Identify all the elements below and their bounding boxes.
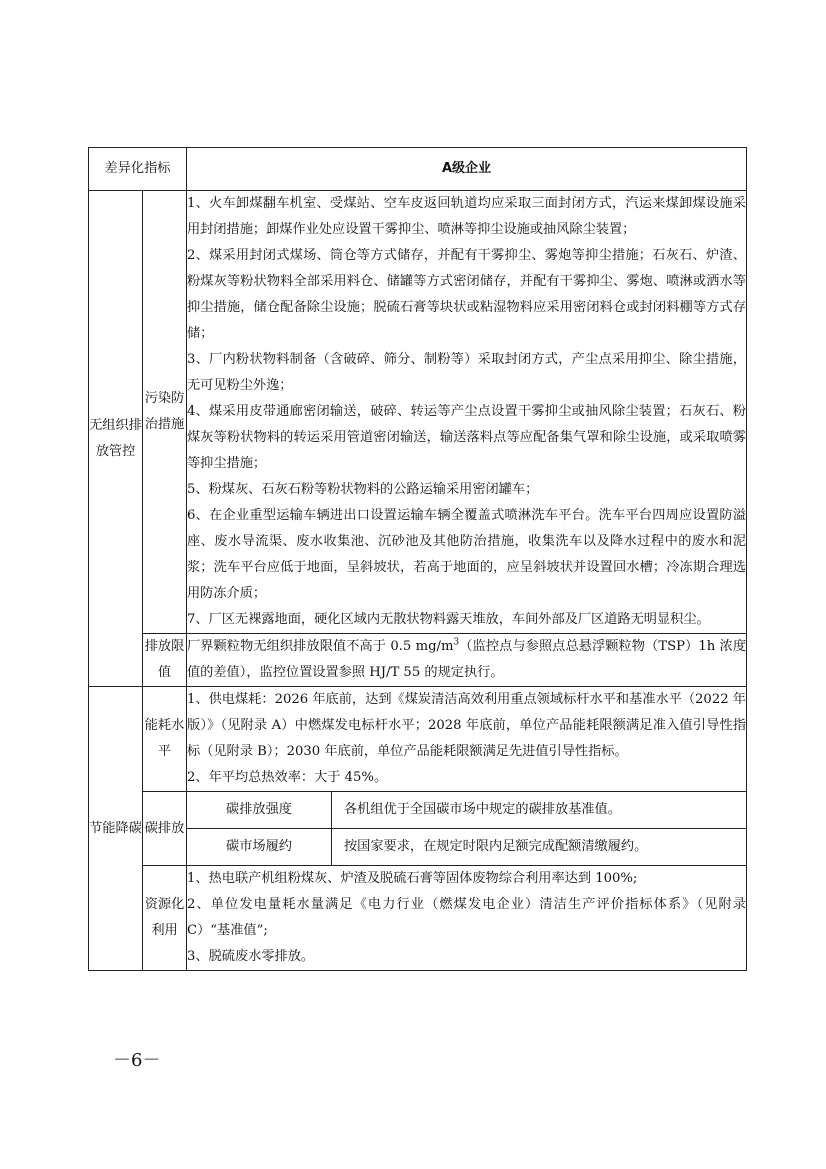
emission-limit-content [187, 634, 747, 687]
carbon-subtable [187, 792, 746, 865]
sub-carbon-emission: 碳排放 [143, 792, 187, 866]
list-item: 7、厂区无裸露地面，硬化区域内无散状物料露天堆放，车间外部及厂区道路无明显积尘。 [187, 612, 710, 627]
list-item: 6、在企业重型运输车辆进出口设置运输车辆全覆盖式喷淋洗车平台。洗车平台四周应设置防溢座、废水导流渠、废水收集池、沉砂池及其他防治措施，收集洗车以及降水过程中的废水和泥浆；洗车平台应低于地面，呈斜坡状，若高于地面的，应呈斜坡状并设置回水槽；冷冻期合理选用防冻介质； [187, 508, 746, 601]
limit-superscript: 3 [453, 637, 460, 648]
carbon-market-label: 碳市场履约 [187, 829, 332, 866]
carbon-market-value: 按国家要求，在规定时限内足额完成配额清缴履约。 [332, 829, 747, 866]
pollution-row [89, 191, 747, 634]
sub-pollution-measures: 污染防治措施 [143, 191, 187, 634]
table-header-row [89, 148, 747, 191]
list-item: 4、煤采用皮带通廊密闭输送，破碎、转运等产尘点设置干雾抑尘或抽风除尘装置；石灰石、粉煤灰等粉状物料的转运采用管道密闭输送，输送落料点等应配备集气罩和除尘设施，或采取喷雾等抑尘措施； [187, 404, 746, 471]
carbon-intensity-value: 各机组优于全国碳市场中规定的碳排放基准值。 [344, 802, 621, 817]
limit-text-b: （监控点与参照点总悬浮颗粒物（TSP）1h 浓度值的差值），监控位置设置参照 HJ/T 55 的规定执行。 [187, 639, 747, 680]
energy-consumption-content [187, 687, 747, 792]
header-indicator: 差异化指标 [89, 148, 187, 191]
list-item: 2、单位发电量耗水量满足《电力行业（燃煤发电企业）清洁生产评价指标体系》（见附录 C）“基准值”; [187, 897, 746, 938]
category-unorganized-emission: 无组织排放管控 [89, 191, 143, 687]
limit-text-a: 厂界颗粒物无组织排放限值不高于 0.5 mg/m [187, 639, 454, 654]
sub-emission-limit: 排放限值 [143, 634, 187, 687]
list-item: 5、粉煤灰、石灰石粉等粉状物料的公路运输采用密闭罐车； [187, 482, 539, 497]
emission-limit-text [187, 634, 746, 686]
list-item: 1、热电联产机组粉煤灰、炉渣及脱硫石膏等固体废物综合利用率达到 100%; [187, 871, 638, 886]
resource-utilization-content [187, 866, 747, 971]
sub-energy-consumption: 能耗水平 [143, 687, 187, 792]
page-number: －6－ [113, 1050, 161, 1071]
table-row [187, 829, 746, 866]
list-item: 2、年平均总热效率：大于 45%。 [187, 770, 388, 785]
standards-table [88, 147, 747, 971]
list-item: 2、煤采用封闭式煤场、筒仓等方式储存，并配有干雾抑尘、雾炮等抑尘措施；石灰石、炉渣、粉煤灰等粉状物料全部采用料仓、储罐等方式密闭储存，并配有干雾抑尘、雾炮、喷淋或洒水等抑尘措施，储仓配备除尘设施；脱硫石膏等块状或粘湿物料应采用密闭料仓或封闭料棚等方式存储； [187, 248, 746, 341]
table-row [187, 792, 746, 829]
carbon-emission-content [187, 792, 747, 866]
list-item: 1、供电煤耗：2026 年底前，达到《煤炭清洁高效利用重点领域标杆水平和基准水平（2022 年版）》（见附录 A）中燃煤发电标杆水平；2028 年底前，单位产品能耗限额满足准入值引导性指标（见附录 B）；2030 年底前，单位产品能耗限额满足先进值引导性指标。 [187, 692, 746, 759]
header-level-a: A级企业 [187, 148, 747, 191]
list-item: 1、火车卸煤翻车机室、受煤站、空车皮返回轨道均应采取三面封闭方式，汽运来煤卸煤设施采用封闭措施；卸煤作业处应设置干雾抑尘、喷淋等抑尘设施或抽风除尘装置； [187, 196, 746, 237]
list-item: 3、厂内粉状物料制备（含破碎、筛分、制粉等）采取封闭方式，产尘点采用抑尘、除尘措施，无可见粉尘外逸； [187, 352, 746, 393]
carbon-intensity-label: 碳排放强度 [187, 792, 332, 829]
limit-row [89, 634, 747, 687]
sub-resource-utilization: 资源化利用 [143, 866, 187, 971]
consumption-row [89, 687, 747, 792]
pollution-measures-content [187, 191, 747, 634]
list-item: 3、脱硫废水零排放。 [187, 949, 315, 964]
resource-row [89, 866, 747, 971]
carbon-row [89, 792, 747, 866]
category-energy-carbon: 节能降碳 [89, 687, 143, 971]
